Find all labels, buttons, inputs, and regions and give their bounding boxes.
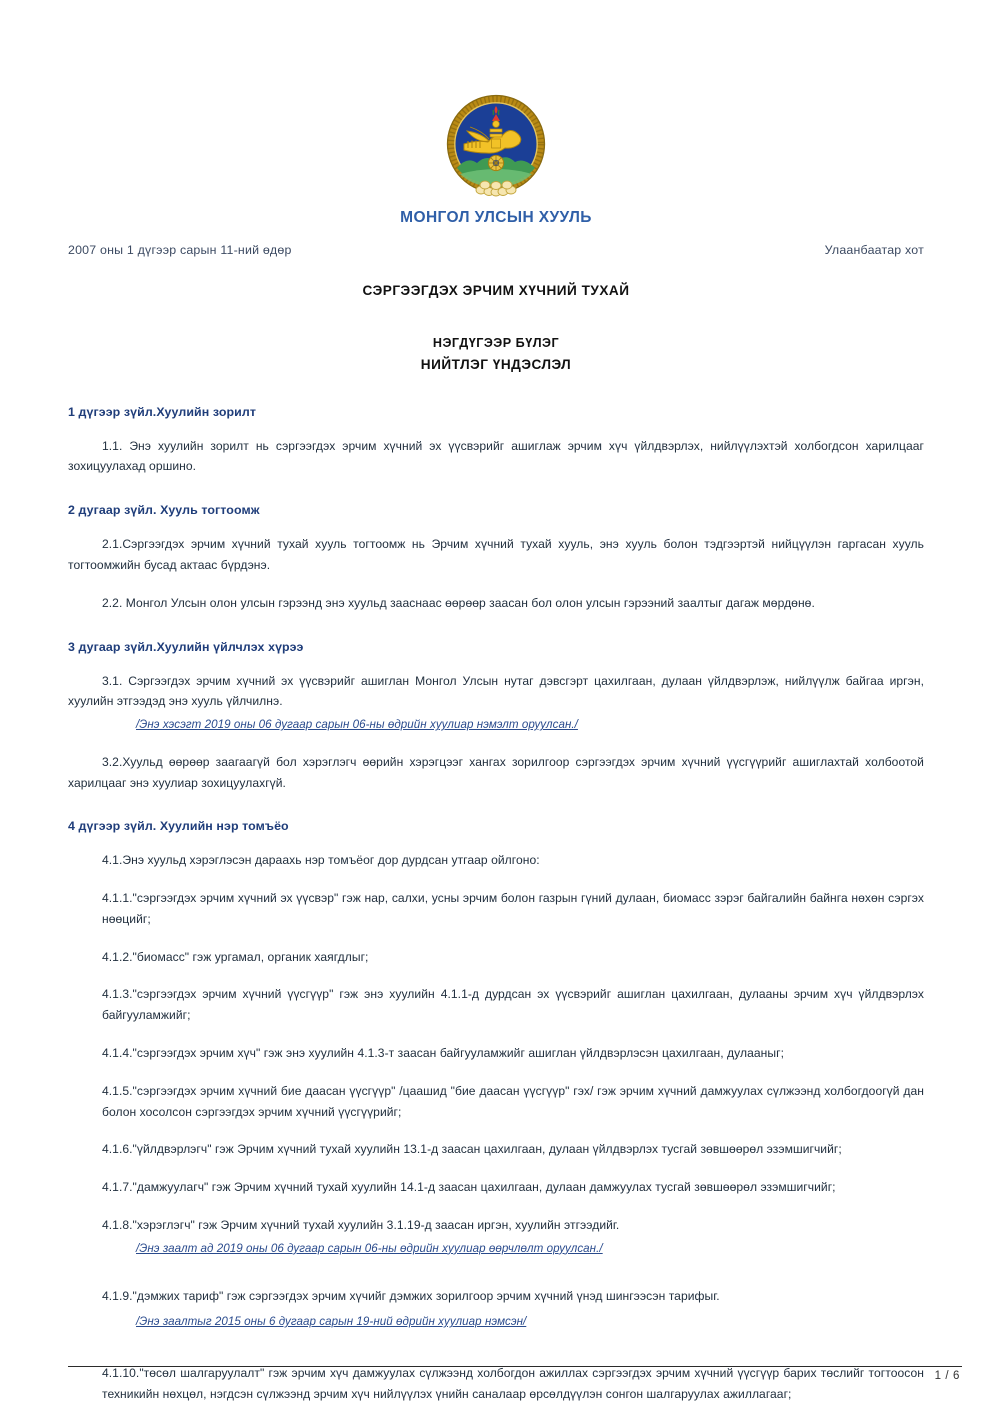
paragraph-2-1: 2.1.Сэргээгдэх эрчим хүчний тухай хууль тогтоомж нь Эрчим хүчний тухай хууль, энэ хууль болон тэдгээртэй нийцүүлэн гаргасан хууль тогтоомжийн бусад актаас бүрдэнэ. [68,537,924,572]
country-law-caption: МОНГОЛ УЛСЫН ХУУЛЬ [400,209,592,226]
paragraph-1-1: 1.1. Энэ хуулийн зорилт нь сэргээгдэх эрчим хүчний эх үүсвэрийг ашиглаж эрчим хүч үйлдвэрлэх, нийлүүлэхтэй холбогдсон харилцааг зохицуулахад оршино. [68,438,924,474]
emblem-block [0,0,992,227]
chapter-name: НИЙТЛЭГ ҮНДЭСЛЭЛ [420,356,572,372]
definition-4-1-9: 4.1.9."дэмжих тариф" гэж сэргээгдэх эрчим хүчийг дэмжих зорилгоор эрчим хүчний үнэд шингээсэн тарифыг. [102,1289,720,1304]
article-heading-3: 3 дугаар зүйл.Хуулийн үйлчлэх хүрээ [68,639,304,654]
paragraph-3-2: 3.2.Хуульд өөрөөр заагаагүй бол хэрэглэгч өөрийн хэрэгцээг хангах зорилгоор сэргээгдэх эрчим хүчний үүсгүүрийг ашиглахтай холбоотой харилцааг энэ хуулиар зохицуулахгүй. [68,754,924,790]
enactment-date: 2007 оны 1 дүгээр сарын 11-ний өдөр [68,243,292,257]
chapter-number: НЭГДҮГЭЭР БҮЛЭГ [432,336,560,350]
mongolia-state-emblem-icon [437,84,555,202]
enactment-city: Улаанбаатар хот [824,243,924,257]
page-footer [68,1366,962,1382]
article-heading-2: 2 дугаар зүйл. Хууль тогтоомж [68,503,260,518]
page-number: 1 / 6 [934,1370,960,1382]
article-heading-4: 4 дүгээр зүйл. Хуулийн нэр томъёо [68,819,289,834]
definition-spacer [68,1258,924,1272]
definition-spacer-2 [68,1332,924,1346]
paragraph-3-1: 3.1. Сэргээгдэх эрчим хүчний эх үүсвэрийг ашиглан Монгол Улсын нутаг дэвсгэрт цахилгаан, дулаан үйлдвэрлэж, нийлүүлж байгаа иргэн, хуулийн этгээдэд энэ хууль үйлчилнэ. [68,673,924,709]
definition-4-1-3: 4.1.3."сэргээгдэх эрчим хүчний үүсгүүр" гэж энэ хуулийн 4.1.1-д дурдсан эх үүсвэрийг ашиглан цахилгаан, дулааны эрчим хүч үйлдвэрлэх байгууламжийг; [102,987,924,1023]
paragraph-2-2: 2.2. Монгол Улсын олон улсын гэрээнд энэ хуульд зааснаас өөрөөр заасан бол олон улсын гэрээний заалтыг дагаж мөрдөнө. [102,595,815,610]
document-body [0,405,992,1404]
definition-4-1-6: 4.1.6."үйлдвэрлэгч" гэж Эрчим хүчний тухай хуулийн 13.1-д заасан цахилгаан, дулаан үйлдвэрлэх тусгай зөвшөөрөл эзэмшигчийг; [102,1142,842,1157]
definition-4-1-8: 4.1.8."хэрэглэгч" гэж Эрчим хүчний тухай хуулийн 3.1.19-д заасан иргэн, хуулийн этгээдийг. [102,1218,620,1233]
page-title: СЭРГЭЭГДЭХ ЭРЧИМ ХҮЧНИЙ ТУХАЙ [362,283,630,298]
definition-4-1-2: 4.1.2."биомасс" гэж ургамал, органик хаягдлыг; [102,949,369,964]
amendment-note-4-1-8: /Энэ заалт ад 2019 оны 06 дугаар сарын 06-ны өдрийн хуулиар өөрчлөлт оруулсан./ [136,1241,603,1255]
definition-4-1-4: 4.1.4."сэргээгдэх эрчим хүч" гэж энэ хуулийн 4.1.3-т заасан байгууламжийг ашиглан үйлдвэрлэсэн цахилгаан, дулааныг; [102,1046,784,1061]
amendment-note-4-1-9: /Энэ заалтыг 2015 оны 6 дугаар сарын 19-ний өдрийн хуулиар нэмсэн/ [136,1315,527,1329]
paragraph-4-1: 4.1.Энэ хуульд хэрэглэсэн дараахь нэр томъёог дор дурдсан утгаар ойлгоно: [102,853,540,868]
document-meta-row [0,243,992,257]
definition-4-1-5: 4.1.5."сэргээгдэх эрчим хүчний бие даасан үүсгүүр" /цаашид "бие даасан үүсгүүр" гэх/ гэж эрчим хүчний дамжуулах сүлжээнд холбогдоогүй дан болон хосолсон сэргээгдэх эрчим хүчний үүсгүүрийг; [102,1083,924,1119]
definition-4-1-7: 4.1.7."дамжуулагч" гэж Эрчим хүчний тухай хуулийн 14.1-д заасан цахилгаан, дулаан дамжуулах тусгай зөвшөөрөл эзэмшигчийг; [102,1180,836,1195]
definition-4-1-10: 4.1.10."төсөл шалгаруулалт" гэж эрчим хүч дамжуулах сүлжээнд холбогдон ажиллах сэргээгдэх эрчим хүчний үүсгүүр барих төслийг тогтоосон техникийн нөхцөл, нэгдсэн сүлжээнд эрчим хүч нийлүүлэх үнийн саналаар өрсөлдүүлэн сонгон шалгаруулах ажиллагааг; [102,1365,924,1401]
definition-4-1-1: 4.1.1."сэргээгдэх эрчим хүчний эх үүсвэр" гэж нар, салхи, усны эрчим болон газрын гүний дулаан, биомасс зэрэг байгалийн байнга нөхөн сэргэх нөөцийг; [102,891,924,926]
chapter-block [0,334,992,375]
article-heading-1: 1 дүгээр зүйл.Хуулийн зорилт [68,404,257,419]
amendment-note-3-1: /Энэ хэсэгт 2019 оны 06 дугаар сарын 06-ны өдрийн хуулиар нэмэлт оруулсан./ [136,718,578,732]
